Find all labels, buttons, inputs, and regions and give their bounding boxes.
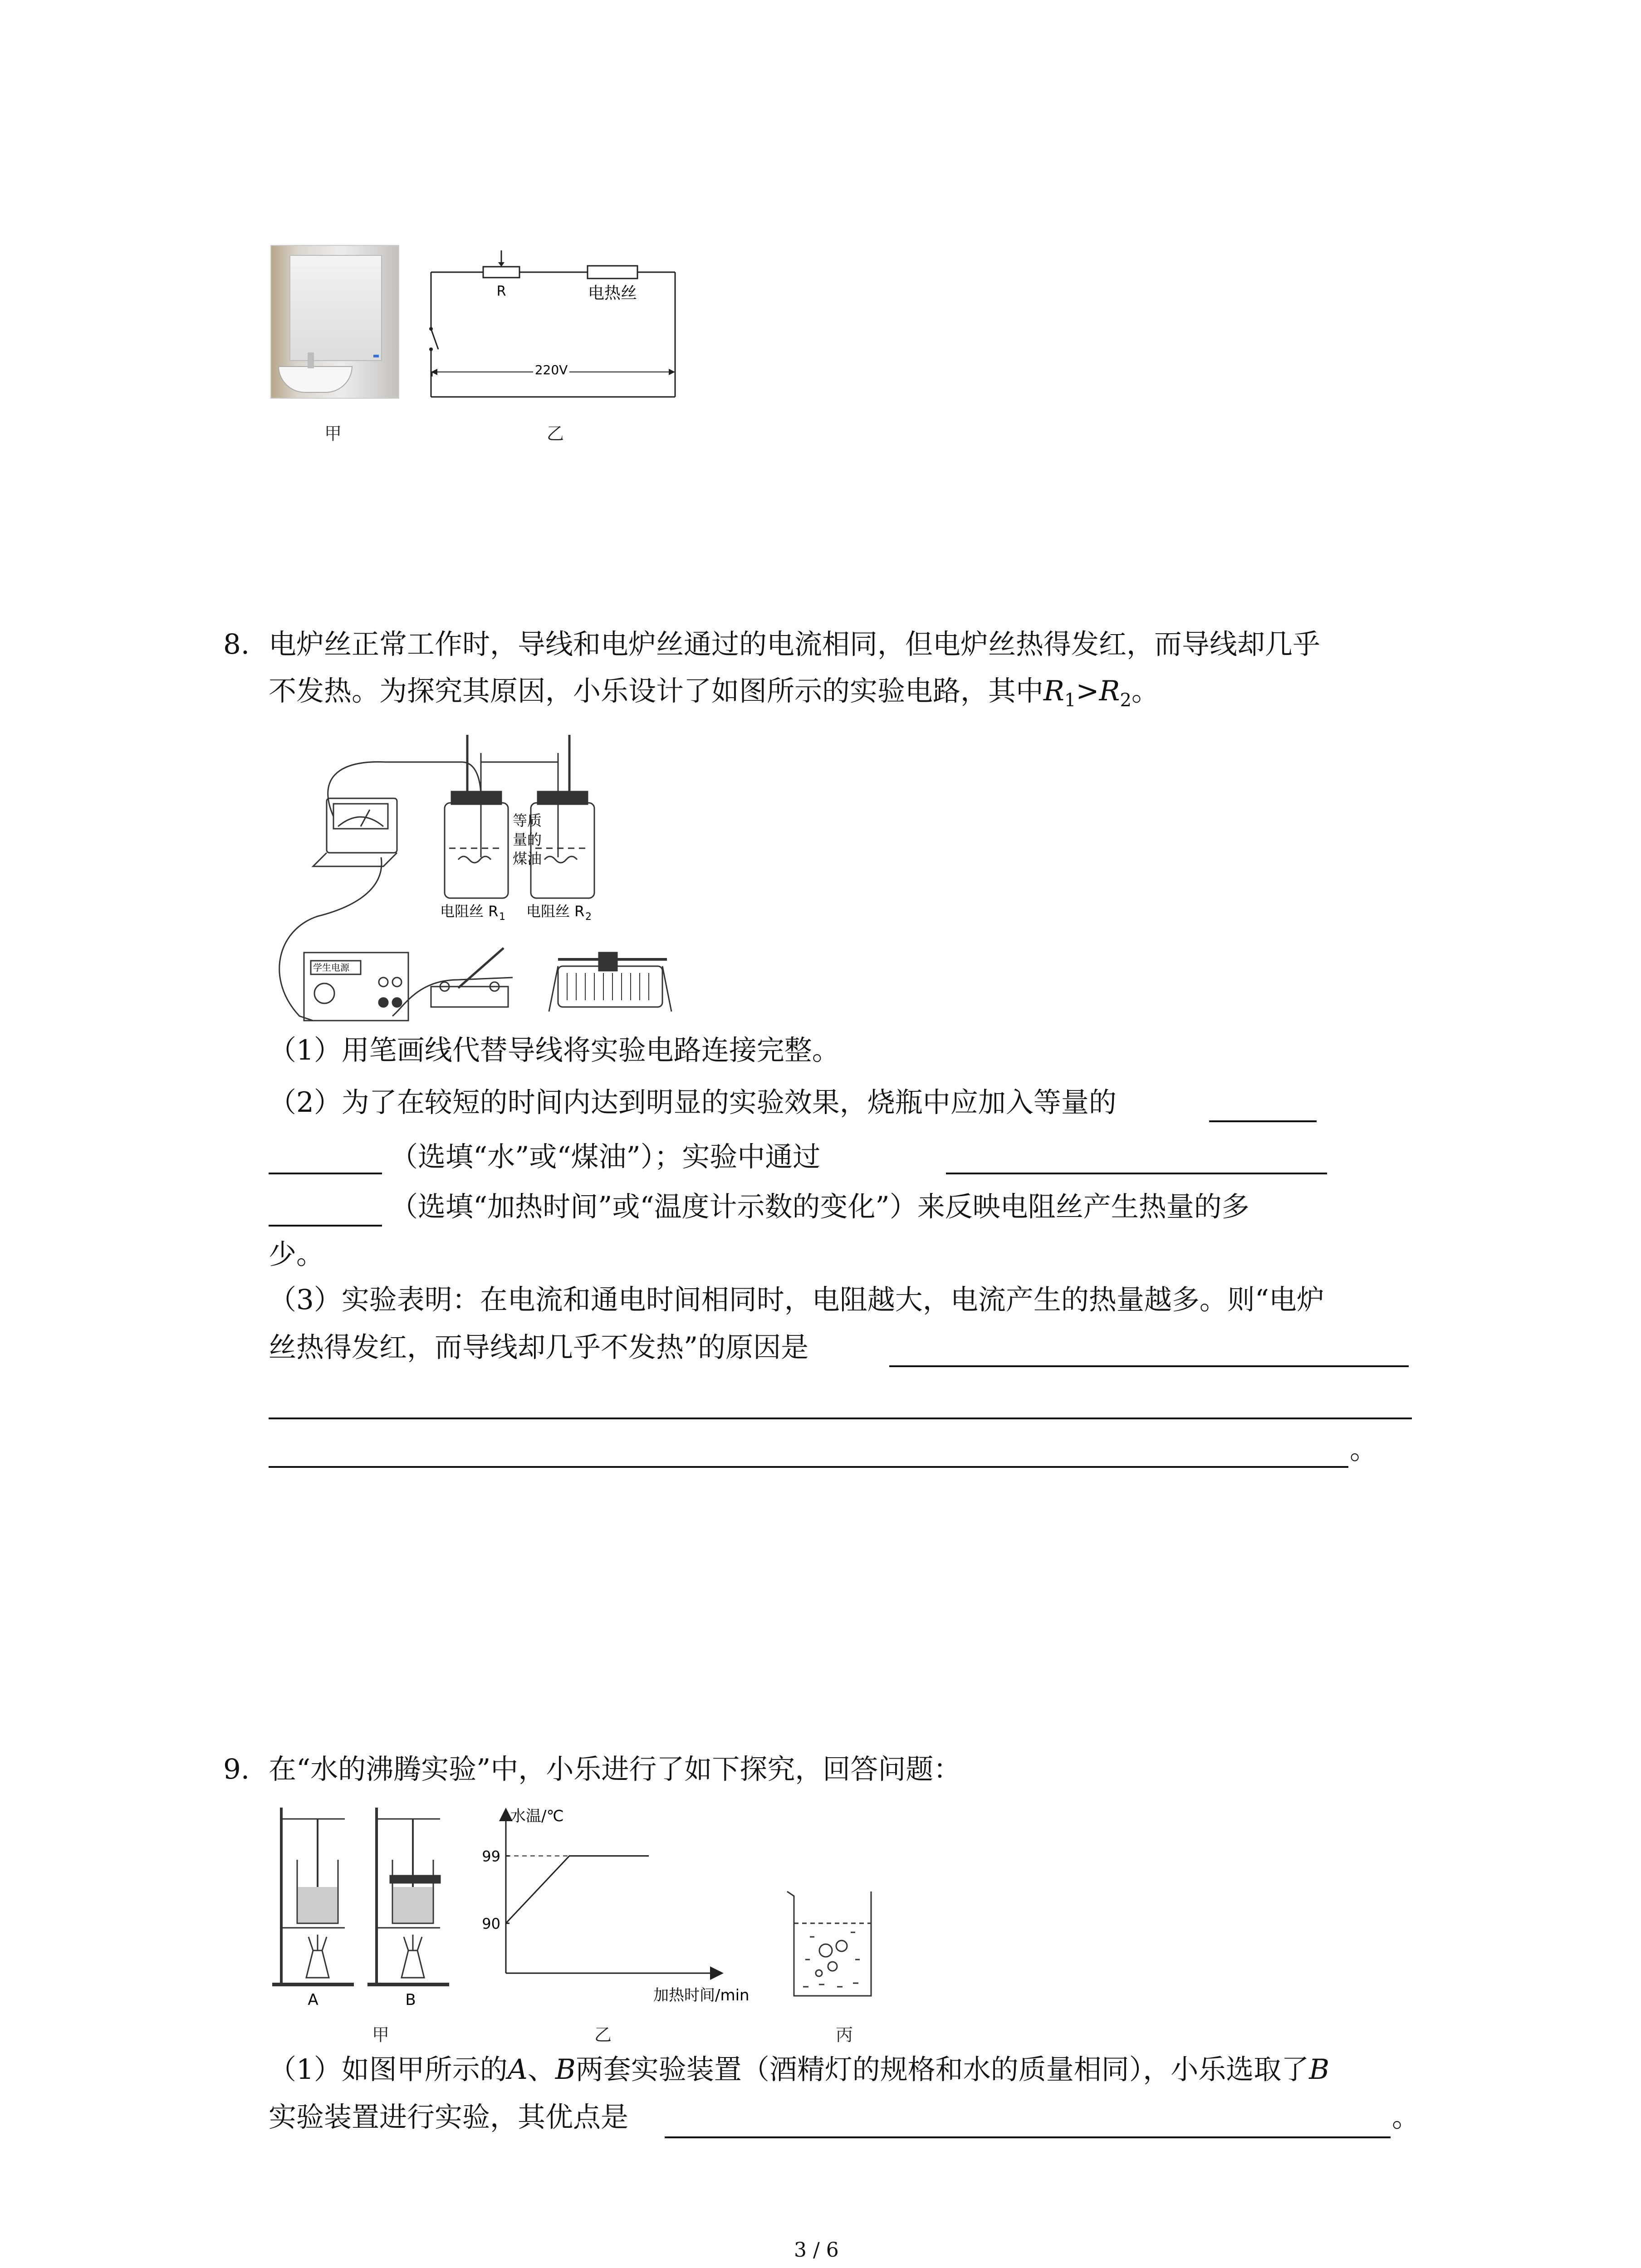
heater-wire-symbol: [588, 266, 637, 279]
power-terminal-3: [379, 998, 388, 1007]
circuit-resistor-label: R: [496, 284, 506, 299]
mirror-indicator: [373, 355, 379, 357]
wire-ammeter-to-bottle: [328, 762, 481, 816]
apparatus-a: [272, 1808, 354, 1984]
q9-stem-line1: 在“水的沸腾实验”中，小乐进行了如下探究，回答问题：: [269, 1753, 961, 1785]
chart-series-line: [506, 1856, 649, 1924]
q8-sub2-line4: 少。: [269, 1238, 324, 1271]
q9-sub1-sep: 、: [527, 2053, 555, 2086]
chart-y-tick-label: 99: [482, 1848, 500, 1865]
q9-number: 9.: [223, 1753, 250, 1785]
resistance-wire-1-coil: [458, 856, 491, 863]
q9-caption-2: 乙: [594, 2025, 612, 2045]
ammeter-base: [313, 853, 397, 866]
bubble-3: [828, 1962, 837, 1971]
fig7-caption-right: 乙: [547, 424, 564, 444]
wire-power-to-switch: [392, 978, 513, 1016]
power-terminal-2: [392, 978, 402, 987]
q8-blank-3c[interactable]: [269, 1466, 1348, 1468]
q8-sub2-line1: （2）为了在较短的时间内达到明显的实验效果，烧瓶中应加入等量的: [269, 1086, 1117, 1119]
switch-base: [431, 987, 508, 1007]
chart-y-label: 水温/℃: [510, 1807, 564, 1825]
apparatus-b: [367, 1808, 449, 1984]
mirror-photo: [270, 245, 399, 399]
q8-gt-symbol: >: [1076, 675, 1099, 707]
q8-r1-subscript: 1: [1064, 690, 1076, 711]
bubble-1: [819, 1944, 832, 1957]
mirror-glass: [289, 255, 382, 361]
q9-sub1-b: B: [555, 2053, 576, 2086]
q8-blank-3b[interactable]: [269, 1418, 1412, 1419]
heater-circuit-diagram: [422, 240, 685, 408]
q8-sub3-line2: 丝热得发红，而导线却几乎不发热”的原因是: [269, 1331, 809, 1364]
q8-sub1: （1）用笔画线代替导线将实验电路连接完整。: [269, 1034, 840, 1066]
q8-stem-line2-prefix: 不发热。为探究其原因，小乐设计了如图所示的实验电路，其中: [269, 675, 1044, 707]
resistance-wire-2-coil: [544, 856, 577, 863]
wire-bottle1-to-bottle2: [481, 762, 558, 771]
q9-sub1-prefix: （1）如图甲所示的: [269, 2053, 508, 2086]
sink-basin: [278, 366, 353, 393]
q8-blank-1a[interactable]: [1209, 1120, 1317, 1122]
bottle-1-stopper: [451, 792, 501, 804]
switch-lever: [431, 329, 438, 349]
chart-x-label: 加热时间/min: [653, 1986, 749, 2004]
q8-blank-1b[interactable]: [269, 1173, 382, 1174]
q8-blank-2b[interactable]: [269, 1225, 382, 1227]
circuit-heater-label: 电热丝: [588, 284, 637, 303]
q8-apparatus-figure: [268, 726, 699, 1034]
q9-caption-1: 甲: [372, 2025, 390, 2045]
power-supply-knob: [314, 983, 334, 1003]
q9-sub1-line1: [269, 2053, 1330, 2086]
q9-beaker-figure: [783, 1882, 882, 2000]
q8-sub2-line3: （选填“加热时间”或“温度计示数的变化”）来反映电阻丝产生热量的多: [390, 1191, 1249, 1223]
bubble-4: [816, 1970, 822, 1976]
bottle-1: [445, 803, 508, 898]
bottle-2-stopper: [538, 792, 588, 804]
apparatus-a-label: A: [308, 1991, 318, 2009]
apparatus-b-label: B: [405, 1991, 416, 2009]
bottle-label-line2: 量的: [513, 831, 542, 848]
wire-1-label: 电阻丝 R: [440, 903, 499, 920]
resistor-r-symbol: [483, 267, 519, 278]
q9-sub1-end: 。: [1392, 2101, 1420, 2133]
rheostat-slider: [599, 953, 617, 971]
q8-r2-subscript: 2: [1120, 690, 1132, 711]
wire-2-label: 电阻丝 R: [526, 903, 585, 920]
q9-temperature-chart: [463, 1801, 780, 2005]
q8-number: 8.: [223, 628, 250, 660]
q9-sub1-a: A: [507, 2053, 528, 2086]
wire-2-subscript: 2: [585, 911, 592, 923]
q8-sub3-line1: （3）实验表明：在电流和通电时间相同时，电阻越大，电流产生的热量越多。则“电炉: [269, 1284, 1324, 1316]
rheostat-coil: [558, 966, 662, 1007]
beaker-wall: [787, 1892, 871, 1996]
fig7-caption-left: 甲: [324, 424, 342, 444]
q9-sub1-mid: 两套实验装置（酒精灯的规格和水的质量相同），小乐选取了: [575, 2053, 1309, 2086]
q8-stem-line2-suffix: 。: [1131, 675, 1159, 707]
bottle-label-line1: 等质: [513, 812, 542, 829]
q8-blank-2a[interactable]: [946, 1173, 1327, 1174]
q8-stem-line1: 电炉丝正常工作时，导线和电炉丝通过的电流相同，但电炉丝热得发红，而导线却几乎: [269, 628, 1321, 660]
power-terminal-4: [392, 998, 402, 1007]
q9-sub1-line2: 实验装置进行实验，其优点是: [269, 2101, 629, 2133]
q8-sub3-end: 。: [1350, 1433, 1378, 1466]
wire-ammeter-to-power: [279, 857, 382, 1021]
q9-blank-1[interactable]: [665, 2136, 1391, 2138]
q8-sub2-line2: （选填“水”或“煤油”）；实验中通过: [390, 1141, 821, 1173]
faucet: [308, 352, 314, 368]
q8-blank-3a[interactable]: [889, 1365, 1409, 1367]
q8-r1-symbol: R: [1043, 675, 1064, 707]
bubble-2: [836, 1941, 847, 1951]
voltage-arrow-right: [669, 369, 675, 375]
circuit-voltage-label: 220V: [534, 362, 568, 377]
q9-apparatus-ab: [268, 1801, 449, 2014]
bottle-label-line3: 煤油: [513, 850, 542, 867]
q8-stem-line2: [269, 677, 1159, 709]
page-number: 3 / 6: [794, 2239, 839, 2262]
q9-caption-3: 丙: [836, 2025, 853, 2045]
q8-r2-symbol: R: [1099, 675, 1120, 707]
q9-sub1-b2: B: [1309, 2053, 1330, 2086]
power-terminal-1: [379, 978, 388, 987]
power-supply-label: 学生电源: [313, 962, 349, 973]
chart-y-tick-label: 90: [482, 1915, 500, 1932]
wire-1-subscript: 1: [499, 911, 505, 923]
